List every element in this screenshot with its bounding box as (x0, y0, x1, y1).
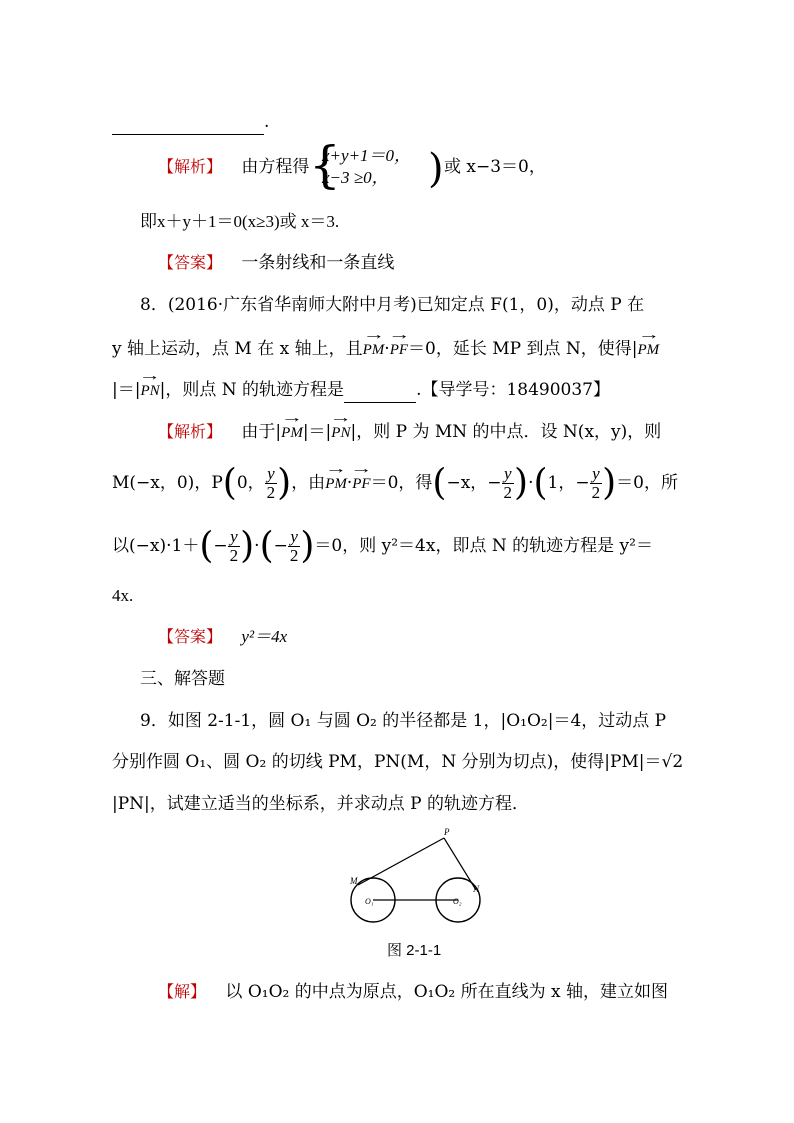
sol-text: ＝0，得 (370, 473, 433, 493)
abs-open: |＝| (112, 380, 141, 400)
q8-answer (158, 625, 287, 649)
q7-solution-line1 (158, 155, 309, 179)
q8-line2 (112, 335, 659, 361)
sol-text: 以(−x)·1＋ (112, 536, 200, 556)
vector-pn: → PN (140, 376, 159, 398)
jiexi-label: 【解析】 (158, 422, 223, 441)
vector-pf: → PF (390, 335, 408, 357)
system-row-1: x+y+1＝0， (322, 146, 412, 165)
label-o2: O₂ (453, 897, 462, 906)
guide-number: .【导学号：18490037】 (416, 380, 610, 400)
sol-text: 由于| (241, 422, 282, 442)
q9-line2: 分别作圆 O₁、圆 O₂ 的切线 PM，PN(M，N 分别为切点)，使得|PM|＝√2 (112, 752, 684, 772)
q9-line1: 9．如图 2-1-1，圆 O₁ 与圆 O₂ 的半径都是 1，|O₁O₂|＝4，过动点 P (140, 711, 667, 731)
q8-solution-line2: M(−x，0)，P(0， $\frac{y}{2}$ )，由→ PM·→ PF＝0，得(−x，− $\frac{y}{2}$ )·(1，− $\frac{y}{2}$ )＝0，所 (112, 465, 678, 502)
q7-answer (158, 251, 394, 275)
vector-pm: → PM (325, 469, 347, 491)
system-row-2: x−3 ≥0， (322, 168, 389, 187)
label-p: P (444, 827, 450, 837)
dot-op: · (528, 473, 534, 493)
sol-text: ，由 (291, 473, 326, 493)
section-title: 三、解答题 (140, 669, 225, 689)
q8-line3-text: |，则点 N 的轨迹方程是 (159, 380, 345, 400)
fraction-y-over-2: $\frac{y}{2}$ (591, 464, 601, 502)
sol-text: 以 O₁O₂ 的中点为原点，O₁O₂ 所在直线为 x 轴，建立如图 (225, 982, 669, 1002)
q8-line1: 8．(2016·广东省华南师大附中月考)已知定点 F(1，0)，动点 P 在 (140, 295, 645, 315)
equation-system (322, 145, 411, 189)
vector-pf: → PF (352, 469, 370, 491)
dot-op: · (384, 339, 390, 359)
jiexi-label: 【解析】 (158, 157, 223, 176)
answer-blank (344, 378, 416, 403)
tangent-pn (444, 838, 476, 890)
tangent-pm (358, 838, 444, 885)
jie-label: 【解】 (158, 982, 207, 1001)
jiexi-lead: 由方程得 (241, 157, 310, 177)
sol-text: |，则 P 为 MN 的中点．设 N(x，y)，则 (350, 422, 662, 442)
vector-pn: → PN (331, 418, 350, 440)
sol-text: ＝0，所 (616, 473, 678, 493)
answer-label: 【答案】 (158, 627, 223, 646)
sol-text: M(−x，0)，P (112, 473, 223, 493)
q8-line2-text: y 轴上运动，点 M 在 x 轴上，且 (112, 339, 363, 359)
sol-text: − (273, 536, 288, 556)
vector-pm: → PM (281, 418, 303, 440)
sol-text: − (213, 536, 228, 556)
q8-line3 (112, 376, 610, 403)
label-m: M (350, 876, 358, 886)
q8-solution-line3: 以(−x)·1＋(− $\frac{y}{2}$ )·(− $\frac{y}{2}$ )＝0，则 y²＝4x，即点 N 的轨迹方程是 y²＝ (112, 525, 653, 567)
q9-solution-line1 (158, 980, 668, 1004)
right-paren: ) (428, 146, 444, 192)
sol-text: −x，− (446, 473, 502, 493)
figure-caption: 图 2-1-1 (387, 942, 442, 959)
fraction-y-over-2: $\frac{y}{2}$ (266, 464, 276, 502)
fraction-y-over-2: $\frac{y}{2}$ (229, 527, 239, 565)
q8-solution-line4: 4x. (112, 586, 134, 605)
vector-pm: → PM (638, 335, 660, 357)
left-brace: { (309, 136, 341, 194)
q8-solution-line1 (158, 418, 661, 444)
fraction-y-over-2: $\frac{y}{2}$ (289, 527, 299, 565)
prev-answer-blank (112, 110, 269, 135)
answer-label: 【答案】 (158, 253, 223, 272)
label-o1: O₁ (365, 897, 374, 906)
q9-line3: |PN|，试建立适当的坐标系，并求动点 P 的轨迹方程． (112, 794, 530, 814)
label-n: N (473, 884, 480, 894)
fraction-y-over-2: $\frac{y}{2}$ (503, 464, 513, 502)
dot-op: · (254, 536, 260, 556)
answer-blank (112, 110, 264, 135)
answer-text: 一条射线和一条直线 (241, 253, 395, 273)
q8-line2-text-b: ＝0，延长 MP 到点 N，使得| (408, 339, 638, 359)
end-mark: . (264, 112, 270, 132)
sol-text: |＝| (302, 422, 332, 442)
system-tail: 或 x−3＝0， (444, 157, 546, 177)
sol-text: 1，− (547, 473, 590, 493)
q7-solution-line2: 即x＋y＋1＝0(x≥3)或 x＝3. (140, 212, 340, 231)
sol-text: ＝0，则 y²＝4x，即点 N 的轨迹方程是 y²＝ (314, 536, 653, 556)
vector-pm: → PM (363, 335, 385, 357)
dot-op: · (346, 473, 353, 493)
figure-2-1-1 (340, 826, 500, 936)
answer-text: y²＝4x (241, 627, 288, 646)
